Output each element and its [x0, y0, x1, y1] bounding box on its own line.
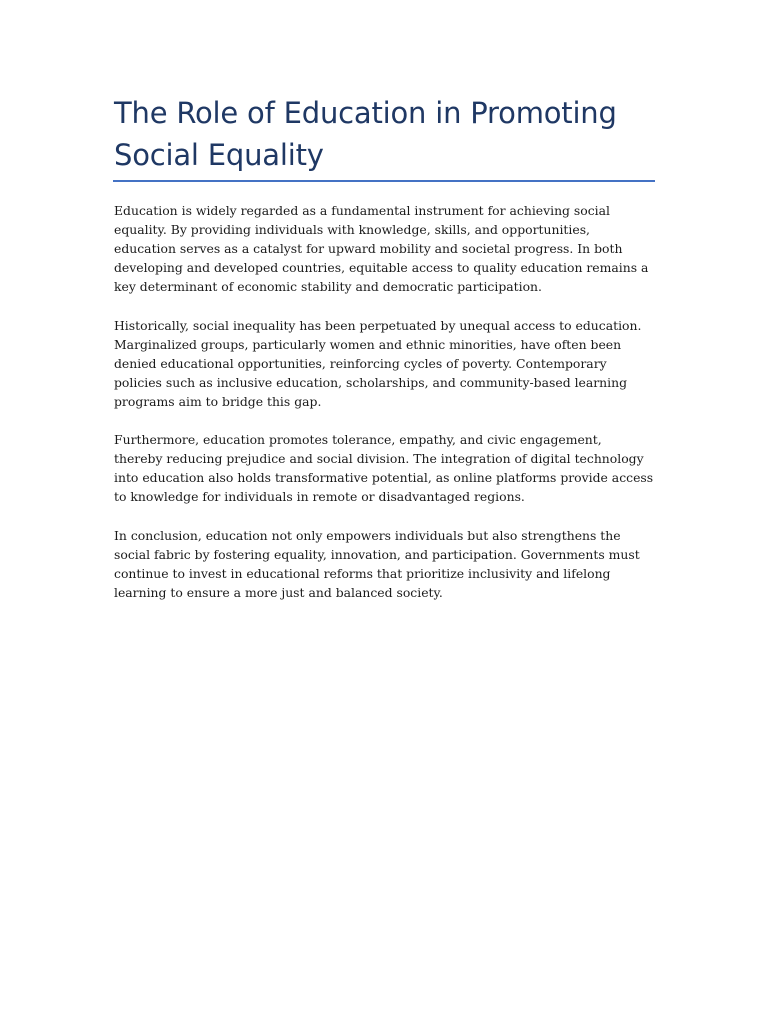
document-title: The Role of Education in Promoting Social Equality — [114, 96, 617, 172]
body-paragraph: Historically, social inequality has been perpetuated by unequal access to education. Marginalized groups, particularly women and ethnic minorities, have often been denied educational opportunities, reinforcing cycles of poverty. Contemporary policies such as inclusive education, scholarships, and community-based learning programs aim to bridge this gap. — [114, 317, 642, 409]
title-underline-divider — [113, 180, 655, 182]
body-paragraph: Education is widely regarded as a fundamental instrument for achieving social equality. By providing individuals with knowledge, skills, and opportunities, education serves as a catalyst for upward mobility and societal progress. In both developing and developed countries, equitable access to quality education remains a key determinant of economic stability and democratic participation. — [114, 203, 649, 295]
body-paragraph: Furthermore, education promotes tolerance, empathy, and civic engagement, thereby reducing prejudice and social division. The integration of digital technology into education also holds transformative potential, as online platforms provide access to knowledge for individuals in remote or disadvantaged regions. — [114, 432, 654, 505]
document-body — [114, 201, 654, 621]
body-paragraph: In conclusion, education not only empowers individuals but also strengthens the social fabric by fostering equality, innovation, and participation. Governments must continue to invest in educational reforms that prioritize inclusivity and lifelong learning to ensure a more just and balanced society. — [114, 527, 640, 600]
